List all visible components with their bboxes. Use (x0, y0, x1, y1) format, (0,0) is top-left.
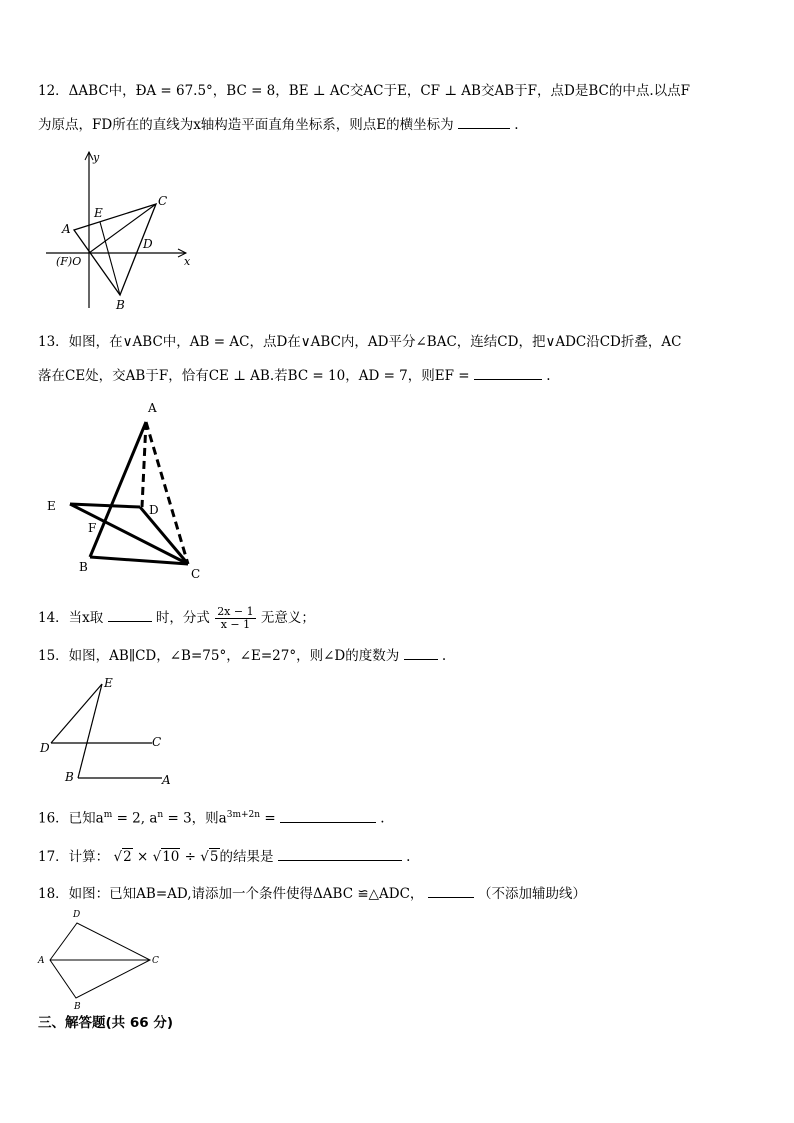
q12-line2 (38, 115, 519, 134)
q17-answer-blank[interactable] (278, 847, 402, 861)
q16-text-4: = (260, 810, 276, 827)
q12-label-origin: (F)O (56, 255, 82, 268)
q12-text-1: 12．ΔABC中，ÐA = 67.5°，BC = 8，BE ⊥ AC交AC于E，CF ⊥ AB交AB于F，点D是BC的中点.以点F (38, 83, 691, 99)
q13-label-d: D (149, 503, 159, 517)
q12-answer-blank[interactable] (458, 115, 510, 129)
q12-label-b: B (116, 298, 125, 312)
q16-exp-n: n (157, 810, 164, 820)
q18-label-b: B (74, 1002, 81, 1012)
q12-text-3: . (514, 117, 519, 133)
section-3-title: 三、解答题(共 66 分) (38, 1015, 174, 1031)
q13-line2 (38, 366, 551, 385)
q18-line (38, 884, 586, 903)
q14-line (38, 606, 315, 631)
q13-line1 (38, 333, 681, 351)
q15-figure (38, 672, 188, 790)
q18-text-1: 18．如图：已知AB=AD,请添加一个条件使得ΔABC ≌△ADC， (38, 886, 424, 902)
q16-text-5: . (380, 810, 385, 827)
q12-label-a: A (62, 222, 71, 236)
q13-text-1: 13．如图，在∨ABC中，AB = AC，点D在∨ABC内，AD平分∠BAC，连结CD，把∨ADC沿CD折叠，AC (38, 334, 682, 350)
q13-label-f: F (88, 521, 97, 535)
q13-label-a: A (148, 401, 157, 415)
q17-text-2: 的结果是 (219, 849, 274, 865)
q15-label-d: D (40, 741, 50, 755)
q18-figure (32, 906, 172, 1014)
q14-text-2: 时，分式 (155, 610, 210, 626)
q17-radicand-1: 2 (123, 849, 132, 865)
q15-answer-blank[interactable] (404, 646, 438, 660)
q15-label-c: C (152, 735, 162, 749)
q13-segment-ac-dashed (146, 422, 188, 564)
q17-text-1: 17．计算： (38, 849, 110, 865)
q17-text-3: . (406, 849, 411, 865)
q14-numerator: 2x − 1 (217, 605, 254, 618)
q16-exp-m: m (103, 810, 113, 820)
q18-label-c: C (152, 956, 159, 966)
q13-answer-blank[interactable] (474, 366, 542, 380)
q17-line (38, 847, 410, 866)
q13-segment-ad-dashed (142, 422, 146, 507)
q17-sqrt-3: √5 (200, 849, 219, 865)
q12-label-y: y (93, 151, 100, 164)
q15-label-e: E (104, 676, 113, 690)
q16-answer-blank[interactable] (280, 809, 376, 823)
q17-div: ÷ (180, 849, 201, 865)
q17-radicand-3: 5 (209, 849, 219, 865)
q15-text-1: 15．如图，AB∥CD，∠B=75°，∠E=27°，则∠D的度数为 (38, 648, 400, 664)
q12-line1 (38, 82, 690, 100)
q17-sqrt-1: √2 (113, 849, 132, 865)
q16-line (38, 806, 385, 828)
q13-text-3: . (546, 368, 551, 384)
q14-fraction (215, 606, 255, 631)
q13-label-c: C (191, 567, 201, 581)
q16-text-2: = 2, a (112, 810, 158, 827)
q13-text-2: 落在CE处，交AB于F，恰有CE ⊥ AB.若BC = 10，AD = 7，则EF = (38, 368, 470, 384)
q12-text-2: 为原点，FD所在的直线为x轴构造平面直角坐标系，则点E的横坐标为 (38, 117, 454, 133)
q12-label-x: x (184, 255, 191, 268)
q13-label-b: B (79, 560, 88, 574)
q16-text-3: = 3，则a (163, 810, 227, 827)
q18-answer-blank[interactable] (428, 884, 474, 898)
q18-label-d: D (73, 910, 81, 920)
q18-label-a: A (38, 956, 45, 966)
q12-label-e: E (94, 206, 103, 220)
q17-sqrt-2: √10 (152, 849, 180, 865)
q16-text-1: 16．已知a (38, 810, 104, 827)
q16-exp-3m2n: 3m+2n (226, 810, 261, 820)
q15-label-b: B (65, 770, 74, 784)
q14-answer-blank[interactable] (108, 608, 152, 622)
q12-label-d: D (143, 237, 153, 251)
q15-text-2: . (441, 648, 447, 664)
q17-radicand-2: 10 (162, 849, 180, 865)
q17-times: × (132, 849, 153, 865)
section-3-heading (38, 1014, 173, 1032)
q12-label-c: C (158, 194, 168, 208)
q18-text-2: （不添加辅助线） (478, 886, 587, 902)
q14-text-3: 无意义； (260, 610, 315, 626)
q12-figure (38, 148, 198, 318)
q13-label-e: E (47, 499, 56, 513)
q13-figure (38, 398, 218, 583)
q15-line (38, 646, 446, 665)
q13-segment-ed (70, 504, 140, 507)
q14-denominator: x − 1 (220, 618, 251, 631)
q15-label-a: A (162, 773, 171, 787)
q14-text-1: 14．当x取 (38, 610, 104, 626)
